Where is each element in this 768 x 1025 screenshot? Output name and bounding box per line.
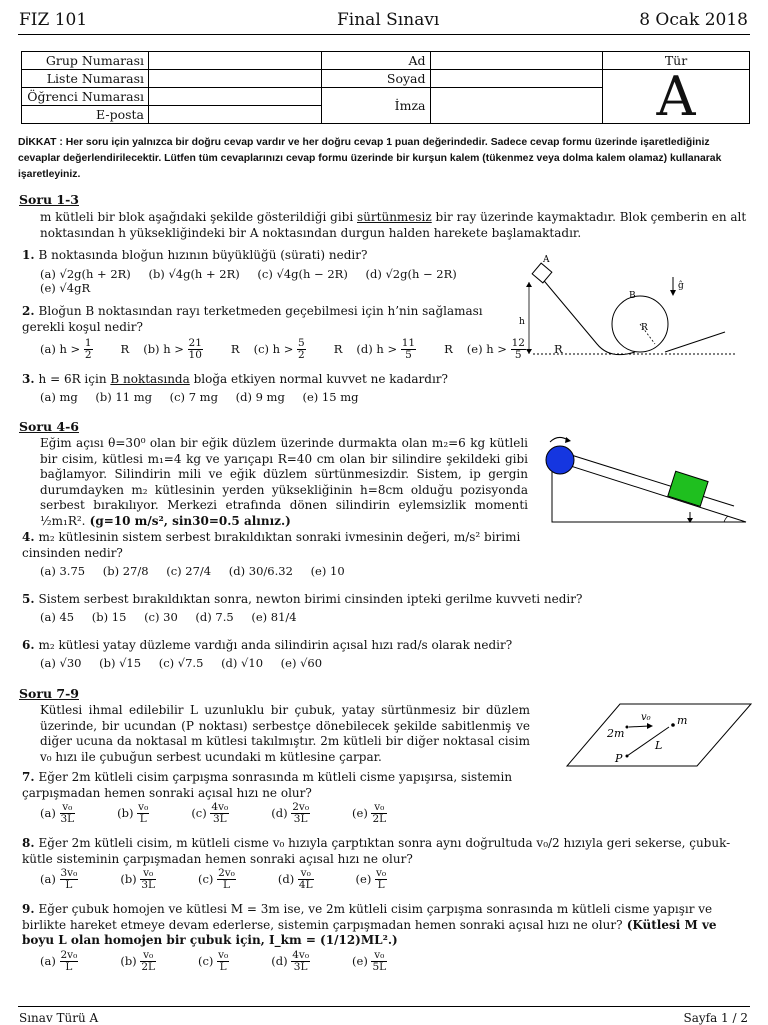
question-9: 9. Eğer çubuk homojen ve kütlesi M = 3m ise, ve 2m kütleli cisim çarpışma sonrasında m kütleli cisme yapışır ve birlikte hareket etmeye devam ederlerse, sistemin çarpışmadan hemen sonraki açısal hızı ne olur? (Kütlesi M ve boyu L olan homojen bir çubuk için, I_km = (1/12)ML².) bbox=[22, 902, 717, 947]
plane bbox=[567, 704, 751, 766]
q9-option-d[interactable]: (d) $\frac{\text{4v₀}}{3L}$ bbox=[271, 954, 338, 968]
fraction: $\frac{\text{v₀}}{2L}$ bbox=[141, 949, 155, 973]
section-2-intro bbox=[40, 436, 528, 529]
course-code: FIZ 101 bbox=[19, 10, 88, 30]
section-title-1-3: Soru 1-3 bbox=[19, 192, 79, 207]
q8-option-d[interactable]: (d) $\frac{\text{v₀}}{4L}$ bbox=[278, 872, 342, 886]
fraction: $\frac{\text{3v₀}}{L}$ bbox=[60, 867, 78, 891]
q1-option-b[interactable]: (b) √4g(h + 2R) bbox=[148, 267, 240, 281]
q7-option-d[interactable]: (d) $\frac{\text{2v₀}}{3L}$ bbox=[271, 806, 338, 820]
q1-option-e[interactable]: (e) √4gR bbox=[40, 281, 91, 295]
section-1-intro bbox=[40, 210, 752, 241]
q3-option-a[interactable]: (a) mg bbox=[40, 390, 78, 404]
q8-option-a[interactable]: (a) $\frac{\text{3v₀}}{L}$ bbox=[40, 872, 106, 886]
loop-track-figure bbox=[515, 252, 755, 364]
label-R: R bbox=[641, 323, 648, 333]
q7-option-c[interactable]: (c) $\frac{\text{4v₀}}{3L}$ bbox=[191, 806, 257, 820]
q2-option-b[interactable]: (b) h > $\frac{21}{10}$ R bbox=[143, 337, 240, 361]
footer-rule bbox=[18, 1006, 750, 1007]
label-g: ĝ bbox=[678, 281, 684, 291]
q3-option-d[interactable]: (d) 9 mg bbox=[235, 390, 285, 404]
question-1-text: B noktasında bloğun hızının büyüklüğü (sürati) nedir? bbox=[38, 248, 368, 262]
q3-text-end: bloğa etkiyen normal kuvvet ne kadardır? bbox=[189, 372, 448, 386]
question-3-options bbox=[40, 390, 372, 404]
q6-option-d[interactable]: (d) √10 bbox=[221, 656, 264, 670]
q2-option-a[interactable]: (a) h > $\frac{1}{2}$ R bbox=[40, 337, 130, 361]
q1-option-a[interactable]: (a) √2g(h + 2R) bbox=[40, 267, 131, 281]
imza-label: İmza bbox=[321, 88, 430, 124]
q9-option-b[interactable]: (b) $\frac{\text{v₀}}{2L}$ bbox=[120, 954, 184, 968]
question-8-options bbox=[40, 868, 429, 891]
q9-option-a[interactable]: (a) $\frac{\text{2v₀}}{L}$ bbox=[40, 954, 106, 968]
eposta-label: E-posta bbox=[22, 106, 149, 124]
fraction: $\frac{\text{4v₀}}{3L}$ bbox=[292, 949, 310, 973]
angle-arc bbox=[724, 516, 728, 522]
q6-option-b[interactable]: (b) √15 bbox=[99, 656, 142, 670]
exit-track bbox=[665, 332, 725, 352]
exam-type-value: A bbox=[603, 70, 750, 124]
soyad-label: Soyad bbox=[321, 70, 430, 88]
question-9-options bbox=[40, 950, 429, 973]
fraction: $\frac{\text{4v₀}}{3L}$ bbox=[211, 801, 229, 825]
liste-label: Liste Numarası bbox=[22, 70, 149, 88]
fraction: $\frac{12}{5}$ bbox=[511, 337, 525, 361]
label-h: h bbox=[519, 317, 525, 327]
q4-option-e[interactable]: (e) 10 bbox=[310, 564, 345, 578]
fraction: $\frac{11}{5}$ bbox=[401, 337, 416, 361]
question-7: 7. Eğer 2m kütleli cisim çarpışma sonrasında m kütleli cisme yapışırsa, sistemin çarpışmadan hemen sonraki açısal hızı ne olur? bbox=[22, 770, 513, 800]
q5-option-a[interactable]: (a) 45 bbox=[40, 610, 75, 624]
section-title-4-6: Soru 4-6 bbox=[19, 419, 79, 434]
question-9-text: Eğer çubuk homojen ve kütlesi M = 3m ise, ve 2m kütleli cisim çarpışma sonrasında m kütleli cisme yapışır ve birlikte hareket etmeye devam ederlerse, sistemin çarpışmadan hemen sonraki açısal hızı ne olur? bbox=[22, 902, 713, 932]
label-m: m bbox=[677, 714, 688, 727]
q6-option-a[interactable]: (a) √30 bbox=[40, 656, 82, 670]
block bbox=[532, 263, 552, 283]
question-8: 8. Eğer 2m kütleli cisim, m kütleli cisme v₀ hızıyla çarptıktan sonra aynı doğrultuda v₀/2 hızıyla geri sekerse, çubuk-kütle sisteminin çarpışmadan hemen sonraki açısal hızı ne olur? bbox=[22, 836, 731, 866]
q7-option-b[interactable]: (b) $\frac{\text{v₀}}{L}$ bbox=[117, 806, 177, 820]
ogrenci-field[interactable] bbox=[149, 88, 322, 106]
q3-text: h = 6R için bbox=[38, 372, 111, 386]
mass-2m bbox=[626, 726, 629, 729]
q2-option-d[interactable]: (d) h > $\frac{11}{5}$ R bbox=[356, 337, 453, 361]
question-4: 4. m₂ kütlesinin sistem serbest bırakıldıktan sonraki ivmesinin değeri, m/s² birimi cinsinden nedir? bbox=[22, 530, 521, 560]
q3-underlined: B noktasında bbox=[110, 372, 190, 386]
section-title-7-9: Soru 7-9 bbox=[19, 686, 79, 701]
q9-option-e[interactable]: (e) $\frac{\text{v₀}}{5L}$ bbox=[352, 954, 415, 968]
fraction: $\frac{\text{v₀}}{2L}$ bbox=[372, 801, 387, 825]
ad-field[interactable] bbox=[430, 52, 603, 70]
student-info-table bbox=[21, 51, 750, 128]
footer-exam-type: Sınav Türü A bbox=[19, 1011, 99, 1025]
q2-option-c[interactable]: (c) h > $\frac{5}{2}$ R bbox=[253, 337, 343, 361]
velocity-arrow bbox=[629, 726, 649, 727]
q4-option-a[interactable]: (a) 3.75 bbox=[40, 564, 86, 578]
rod bbox=[627, 727, 669, 756]
rod-collision-figure bbox=[565, 700, 755, 770]
q5-option-b[interactable]: (b) 15 bbox=[91, 610, 127, 624]
q7-option-a[interactable]: (a) $\frac{\text{v₀}}{3L}$ bbox=[40, 806, 103, 820]
label-A: A bbox=[543, 255, 550, 265]
q4-option-b[interactable]: (b) 27/8 bbox=[102, 564, 149, 578]
pivot-P bbox=[626, 755, 629, 758]
label-P: P bbox=[615, 752, 623, 765]
fraction: $\frac{\text{2v₀}}{L}$ bbox=[218, 867, 235, 891]
question-1: 1. B noktasında bloğun hızının büyüklüğü (sürati) nedir? bbox=[22, 248, 368, 262]
q5-option-c[interactable]: (c) 30 bbox=[144, 610, 178, 624]
intro-underlined: sürtünmesiz bbox=[357, 210, 432, 224]
q4-option-c[interactable]: (c) 27/4 bbox=[166, 564, 212, 578]
question-2-options bbox=[40, 337, 563, 361]
fraction: $\frac{\text{2v₀}}{L}$ bbox=[60, 949, 78, 973]
question-6: 6. m₂ kütlesi yatay düzleme vardığı anda silindirin açısal hızı rad/s olarak nedir? bbox=[22, 638, 513, 652]
ramp-track bbox=[535, 270, 635, 355]
intro-text: m kütleli bir blok aşağıdaki şekilde gösterildiği gibi bbox=[40, 210, 358, 224]
question-9-bold: (Kütlesi M ve boyu L olan homojen bir çubuk için, I_km = (1/12)ML².) bbox=[22, 917, 717, 947]
incline-figure bbox=[538, 432, 753, 534]
soyad-field[interactable] bbox=[430, 70, 603, 88]
question-7-text: Eğer 2m kütleli cisim çarpışma sonrasında m kütleli cisme yapışırsa, sistemin çarpışmadan hemen sonraki açısal hızı ne olur? bbox=[22, 770, 513, 800]
grup-field[interactable] bbox=[149, 52, 322, 70]
label-2m: 2m bbox=[607, 727, 625, 740]
q3-option-b[interactable]: (b) 11 mg bbox=[95, 390, 152, 404]
exam-date: 8 Ocak 2018 bbox=[639, 10, 748, 30]
fraction: $\frac{\text{v₀}}{L}$ bbox=[138, 801, 149, 825]
grup-label: Grup Numarası bbox=[22, 52, 149, 70]
question-3: 3. h = 6R için B noktasında bloğa etkiyen normal kuvvet ne kadardır? bbox=[22, 372, 448, 386]
eposta-field[interactable] bbox=[149, 106, 322, 124]
label-B: B bbox=[629, 291, 636, 301]
question-8-text: Eğer 2m kütleli cisim, m kütleli cisme v₀ hızıyla çarptıktan sonra aynı doğrultuda v₀/2 hızıyla geri sekerse, çubuk-kütle sisteminin çarpışmadan hemen sonraki açısal hızı ne olur? bbox=[22, 836, 731, 866]
fraction: $\frac{21}{10}$ bbox=[188, 337, 202, 361]
fraction: $\frac{\text{v₀}}{3L}$ bbox=[60, 801, 75, 825]
label-L: L bbox=[655, 739, 663, 752]
q8-option-c[interactable]: (c) $\frac{\text{2v₀}}{L}$ bbox=[198, 872, 264, 886]
q6-option-e[interactable]: (e) √60 bbox=[280, 656, 323, 670]
cylinder bbox=[546, 446, 574, 474]
q8-option-b[interactable]: (b) $\frac{\text{v₀}}{3L}$ bbox=[120, 872, 184, 886]
q9-option-c[interactable]: (c) $\frac{\text{v₀}}{L}$ bbox=[198, 954, 257, 968]
fraction: $\frac{\text{v₀}}{5L}$ bbox=[372, 949, 387, 973]
section-3-intro: Kütlesi ihmal edilebilir L uzunluklu bir çubuk, yatay sürtünmesiz bir düzlem üzerinde, bir ucundan (P noktası) serbestçe dönebilecek şekilde sabitlenmiş ve diğer ucuna da noktasal m kütlesi takılmıştır. 2m kütleli bir diğer noktasal cisim v₀ hızı ile çubuğun serbest ucundaki m kütlesine çarpar. bbox=[40, 703, 530, 764]
question-5-options bbox=[40, 610, 311, 624]
question-4-options bbox=[40, 564, 359, 578]
footer-page-number: Sayfa 1 / 2 bbox=[683, 1011, 748, 1025]
green-block bbox=[668, 471, 708, 506]
question-2: 2. Bloğun B noktasından rayı terketmeden geçebilmesi için h’nin sağlaması gerekli koşul nedir? bbox=[22, 304, 483, 334]
intro-text-end: bir ray üzerinde kaymaktadır. Blok çemberin en alt noktasından h yüksekliğindeki bir A noktasından durgun halden harekete başlamaktadır. bbox=[40, 210, 747, 240]
q7-option-e[interactable]: (e) $\frac{\text{v₀}}{2L}$ bbox=[352, 806, 415, 820]
q1-option-d[interactable]: (d) √2g(h − 2R) bbox=[365, 267, 457, 281]
question-2-text: Bloğun B noktasından rayı terketmeden geçebilmesi için h’nin sağlaması gerekli koşul nedir? bbox=[22, 304, 483, 334]
q1-option-c[interactable]: (c) √4g(h − 2R) bbox=[257, 267, 348, 281]
question-4-text: m₂ kütlesinin sistem serbest bırakıldıktan sonraki ivmesinin değeri, m/s² birimi cinsinden nedir? bbox=[22, 530, 521, 560]
fraction: $\frac{\text{v₀}}{4L}$ bbox=[298, 867, 313, 891]
exam-title: Final Sınavı bbox=[337, 10, 440, 30]
question-6-text: m₂ kütlesi yatay düzleme vardığı anda silindirin açısal hızı rad/s olarak nedir? bbox=[38, 638, 513, 652]
q8-option-e[interactable]: (e) $\frac{\text{v₀}}{L}$ bbox=[356, 872, 416, 886]
imza-field[interactable] bbox=[430, 88, 603, 124]
ogrenci-label: Öğrenci Numarası bbox=[22, 88, 149, 106]
incline-plane bbox=[552, 460, 746, 522]
q5-option-d[interactable]: (d) 7.5 bbox=[195, 610, 234, 624]
liste-field[interactable] bbox=[149, 70, 322, 88]
question-5: 5. Sistem serbest bırakıldıktan sonra, newton birimi cinsinden ipteki gerilme kuvveti nedir? bbox=[22, 592, 583, 606]
intro-2-text: Eğim açısı θ=30⁰ olan bir eğik düzlem üzerinde durmakta olan m₂=6 kg kütleli bir cisim, kütlesi m₁=4 kg ve yarıçapı R=40 cm olan bir silindire şekildeki gibi bağlamyor. Silindirin mili ve eğik düzlem sürtünmesizdir. Sistem, ip gergin durumdayken m₂ kütlesinin yerden yüksekliğinin h=8cm olduğu pozisyonda serbest bırakılıyor. Merkezi etrafında dönen silindirin eylemsizlik momenti ½m₁R². bbox=[40, 436, 528, 528]
fraction: $\frac{\text{v₀}}{3L}$ bbox=[141, 867, 155, 891]
question-7-options bbox=[40, 802, 429, 825]
ad-label: Ad bbox=[321, 52, 430, 70]
mass-m bbox=[671, 723, 675, 727]
question-6-options bbox=[40, 656, 336, 670]
tur-label: Tür bbox=[603, 52, 750, 70]
instructions-notice: DİKKAT : Her soru için yalnızca bir doğru cevap vardır ve her doğru cevap 1 puan değerindedir. Sadece cevap formu üzerinde işaretlediğiniz cevaplar değerlendirilecektir. Lütfen tüm cevaplarınızı cevap formu üzerinde bir kurşun kalem (tükenmez veya dolma kalem olamaz) kullanarak işaretleyiniz. bbox=[18, 137, 722, 180]
q3-option-e[interactable]: (e) 15 mg bbox=[302, 390, 359, 404]
header-rule bbox=[18, 34, 750, 35]
question-5-text: Sistem serbest bırakıldıktan sonra, newton birimi cinsinden ipteki gerilme kuvveti nedir? bbox=[38, 592, 583, 606]
fraction: $\frac{\text{2v₀}}{3L}$ bbox=[292, 801, 310, 825]
question-1-options bbox=[40, 267, 510, 295]
intro-2-bold: (g=10 m/s², sin30=0.5 alınız.) bbox=[85, 513, 291, 528]
fraction: $\frac{\text{v₀}}{L}$ bbox=[218, 949, 229, 973]
fraction: $\frac{1}{2}$ bbox=[84, 337, 92, 361]
label-v0: v₀ bbox=[641, 712, 651, 723]
rope bbox=[568, 454, 734, 506]
q3-option-c[interactable]: (c) 7 mg bbox=[169, 390, 218, 404]
q5-option-e[interactable]: (e) 81/4 bbox=[251, 610, 297, 624]
fraction: $\frac{5}{2}$ bbox=[298, 337, 305, 361]
q4-option-d[interactable]: (d) 30/6.32 bbox=[228, 564, 293, 578]
fraction: $\frac{\text{v₀}}{L}$ bbox=[375, 867, 387, 891]
q2-option-e[interactable]: (e) h > $\frac{12}{5}$ R bbox=[466, 337, 563, 361]
q6-option-c[interactable]: (c) √7.5 bbox=[158, 656, 204, 670]
